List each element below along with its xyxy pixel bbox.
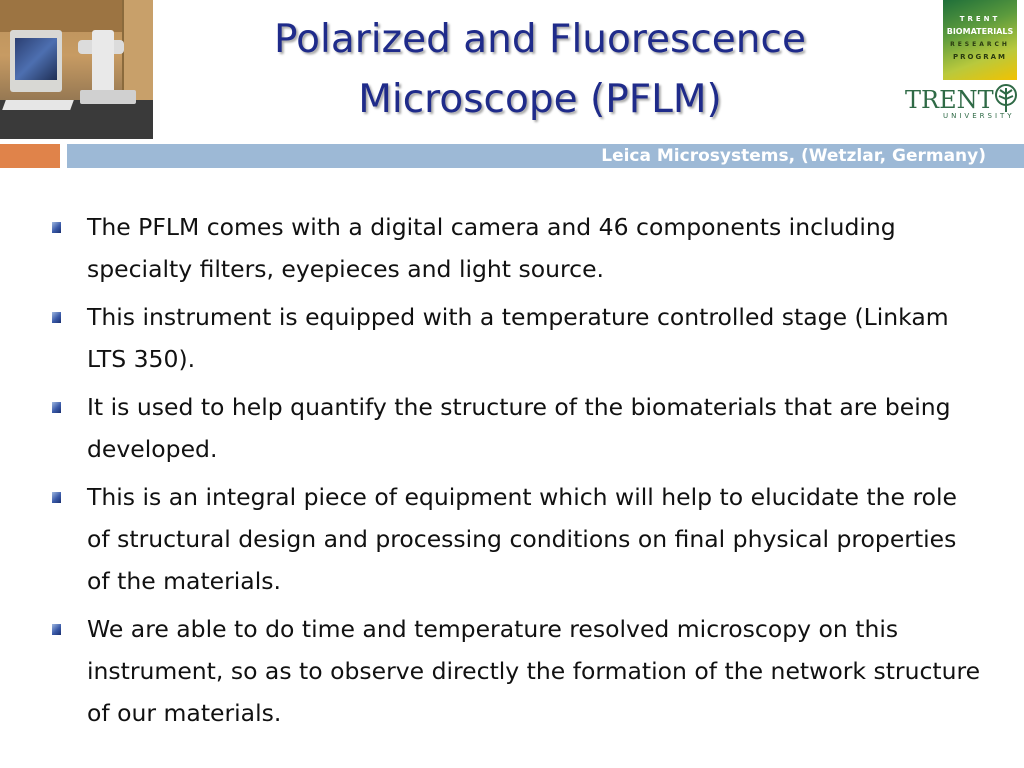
bullet-icon — [52, 222, 61, 233]
trent-university-logo: TRENT UNIVERSITY — [903, 84, 1021, 124]
list-item: It is used to help quantify the structure of the biomaterials that are being developed. — [50, 386, 985, 470]
microscope-lab-photo — [0, 0, 153, 139]
bullet-icon — [52, 402, 61, 413]
accent-bar-orange — [0, 144, 60, 168]
list-item: We are able to do time and temperature resolved microscopy on this instrument, so as to observe directly the formation of the network structure of our materials. — [50, 608, 985, 734]
list-item: The PFLM comes with a digital camera and 46 components including specialty filters, eyepieces and light source. — [50, 206, 985, 290]
bullet-icon — [52, 624, 61, 635]
biomaterials-program-logo: TRENT BIOMATERIALS RESEARCH PROGRAM — [943, 0, 1017, 80]
subtitle-text: Leica Microsystems, (Wetzlar, Germany) — [601, 146, 986, 166]
bullet-list — [50, 206, 985, 740]
bullet-icon — [52, 492, 61, 503]
slide-title — [180, 10, 900, 130]
list-item: This is an integral piece of equipment which will help to elucidate the role of structural design and processing conditions on final physical properties of the materials. — [50, 476, 985, 602]
tree-icon — [993, 84, 1019, 114]
title-line-2: Microscope (PFLM) — [358, 77, 722, 122]
title-line-1: Polarized and Fluorescence — [274, 17, 806, 62]
list-item: This instrument is equipped with a temperature controlled stage (Linkam LTS 350). — [50, 296, 985, 380]
bullet-icon — [52, 312, 61, 323]
